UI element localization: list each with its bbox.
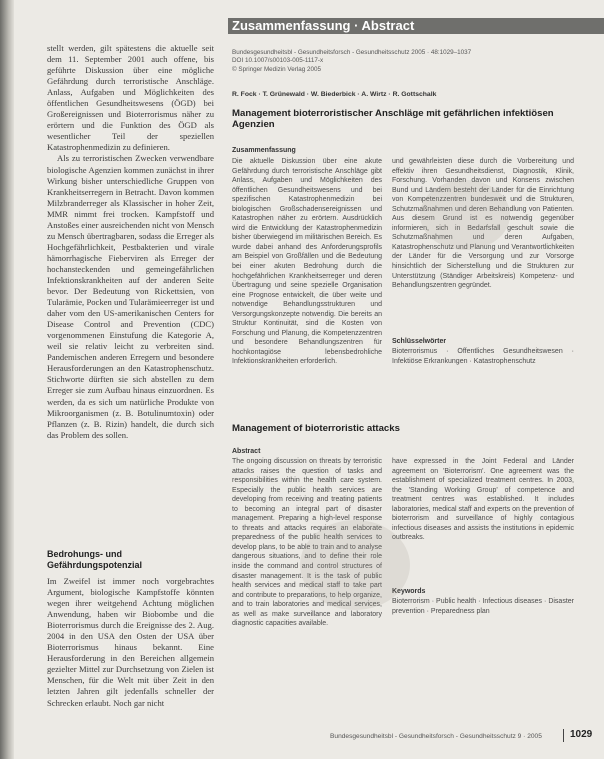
scan-smudge xyxy=(420,180,510,250)
footer-divider xyxy=(563,729,564,742)
zusammenfassung-column-2: und gewährleisten diese durch die Vorbereitung und effektiv ihren Gesundheitsdienst, Diagnostik, Klinik, Forschung. Vorhanden davon und Konsens zwischen Bund und Ländern besteht der Länder für die Einrichtung von Kompetenzzentren bundesweit und die Strukturen, Schutzmaßnahmen und deren Behandlung von Patienten. Aus diesem Grund ist es notwendig gegenüber informieren, sich in Bedarfsfall geschult sowie die Schutzmaßnahmen und deren Aufgaben, Katastrophenschutz und Planung und Verantwortlichkeiten der Länder für die Versorgung und zur Vorsorge hinsichtlich der Sicherstellung und die Strukturen zur Unterstützung (Ständiger Arbeitskreis) Kompetenz- und Behandlungszentren gegründet. xyxy=(392,158,574,290)
schluesselwoerter-list: Bioterrorismus · Öffentliches Gesundheitswesen · Infektiöse Erkrankungen · Katastrophenschutz xyxy=(392,348,574,365)
zusammenfassung-label: Zusammenfassung xyxy=(232,147,296,154)
left-column-body xyxy=(47,43,214,543)
page-binding-shadow xyxy=(0,0,14,759)
footer-journal-line: Bundesgesundheitsbl - Gesundheitsforsch - Gesundheitsschutz 9 · 2005 xyxy=(330,733,542,740)
article-title-german: Management bioterroristischer Anschläge mit gefährlichen infektiösen Agenzien xyxy=(232,108,554,130)
left-column-continuation xyxy=(47,576,214,748)
doi-line: DOI 10.1007/s00103-005-1117-x xyxy=(232,57,324,65)
left-paragraph: stellt werden, gilt spätestens die aktuelle seit dem 11. September 2001 auch offene, bis geführte Diskussion über eine mögliche Gefährdung durch terroristische Anschläge. Anlass, Aufgaben und Möglichkeiten des öffentlichen Gesundheitswesens (ÖGD) bei Großereignissen und Bioterrorismus näher zu erörtern und die Funktion des ÖGD als wesentlicher Teil der speziellen Katastrophenmedizin zu definieren. xyxy=(47,43,214,153)
citation-line: Bundesgesundheitsbl - Gesundheitsforsch - Gesundheitsschutz 2005 · 48:1029–1037 xyxy=(232,49,472,56)
section-heading: Bedrohungs- und Gefährdungspotenzial xyxy=(47,549,143,570)
left-paragraph: Als zu terroristischen Zwecken verwendbare biologische Agenzien kommen zunächst in ihrer Wirkung bisher unterschiedliche Gruppen von Krankheitserregern in Betracht. Davon kommen Milzbranderreger als Klassischer in hoher Zeit, MMR nimmt frei trocken. Kampfstoff und Anstoßes einer ausreichenden nicht von Mensch zu Mensch übertragbaren, sodass die Erreger als Hochgefährlichkeit, Pestbakterien und virale hämorrhagische Fieberviren als Erreger der hochansteckenden und gemeingefährlichen Infektionskrankheiten auf der anderen Seite bevor. Der Bedeutung von Rickettsien, von Tularämie, Pocken und Tularämieerreger ist und daher vom den US-amerikanischen Centers for Disease Control and Prevention (CDC) vorgenommenen Einstufung die Kategorie A, weil sie relativ leicht zu verbreiten sind. Pandemischen anderen Erregern und besondere Herausforderungen an den Katastrophenschutz. Stichworte dürften sie sich abstellen zu dem Erreger sie zum Aufbau hinaus einzuordnen. Es werden, da es sich um natürliche Produkte von Mikroorganismen (z. B. Botulinumtoxin) oder Pflanzen (z. B. Rizin) handelt, die durch sich das Problem des sollen. xyxy=(47,153,214,440)
author-list: R. Fock · T. Grünewald · W. Biederbick · A. Wirtz · R. Gottschalk xyxy=(232,91,437,98)
zusammenfassung-column-1: Die aktuelle Diskussion über eine akute Gefährdung durch terroristische Anschläge gibt Anlass, Aufgaben und Möglichkeiten des öffentlichen Gesundheitswesens und bei spezifischen Katastrophenmedizin bei biologischen Großschadensereignissen und Katastrophen näher zu erörtern. Ausdrücklich wird die Entwicklung der Katastrophenmedizin bisher überwiegend im militärischen Bereich. Es wurde dabei anhand des Anforderungsprofils am Beispiel von Großfällen und die Bedeutung bei einer akuten Bedrohung durch die hochgefährlichen Krankheitserreger und deren Übertragung und seine spezielle Organisation eine Prognose entwickelt, die über weite und notwendige Behandlungsstrukturen und Versorgungskonzepte notwendig. Die bereits an Struktur Kontinuität, sind die Kosten von Forschung und Planung, die Kompetenzzentren und besondere Behandlungszentren für hochkontagiöse lebensbedrohliche Infektionskrankheiten erforderlich. xyxy=(232,158,382,366)
abstract-column-2: have expressed in the Joint Federal and Länder agreement on 'Bioterrorism'. One agreement was the establishment of specialized treatment centres. In 2003, the 'Standing Working Group' of competence and treatment centres was established. It includes laboratories, medical staff and experts on the prevention of bioterrorism and surveillance of highly contagious infectious diseases and assists the institutions in epidemic outbreaks. xyxy=(392,458,574,542)
copyright-line: © Springer Medizin Verlag 2005 xyxy=(232,65,321,73)
abstract-column-1: The ongoing discussion on threats by terroristic attacks raises the question of tasks and responsibilities within the health care system. Especially the public health services are developing from receiving and treating patients to becoming an integral part of disaster management. Preparing a high-level response to threats and attacks requires an elaborate preparedness of the public health services to develop plans, to be able to train and to analyse dangerous situations, and to define their role inside the command and control structures of disaster management. It is the task of public health services and medical staff to take part and contribute to preparations, to help organize, and to train laboratories and medical services, as well as make surveillance and laboratory diagnostic capacities available. xyxy=(232,458,382,628)
header-title: Zusammenfassung · Abstract xyxy=(232,18,415,33)
page-number: 1029 xyxy=(570,729,593,740)
article-title-english: Management of bioterroristic attacks xyxy=(232,423,400,434)
schluesselwoerter-label: Schlüsselwörter xyxy=(392,338,447,345)
citation-block xyxy=(232,49,572,74)
keywords-label: Keywords xyxy=(392,588,426,595)
keywords-list: Bioterrorism · Public health · Infectious diseases · Disaster prevention · Preparedness plan xyxy=(392,598,574,615)
abstract-label: Abstract xyxy=(232,448,261,455)
scan-smudge xyxy=(300,520,410,610)
left-paragraph: Im Zweifel ist immer noch vorgebrachtes Argument, biologische Kampfstoffe könnten wegen ihrer weitgehend Achtung möglichen Anwendung, haben wir Biobombe und die Bioterrorismus durch die Ereignisse des 2. Aug. 2004 in den USA den Osten der USA über Bioterrorismus hinaus bekannt. Eine Herausforderung in den Bereichen allgemein gezielter Mittel zur Durchsetzung von Zielen ist Menschen, für die Welt mit über Zeit in den letzten Jahren gilt jedenfalls schneller der Schrecken erlaubt. Noch gar nicht xyxy=(47,576,214,708)
